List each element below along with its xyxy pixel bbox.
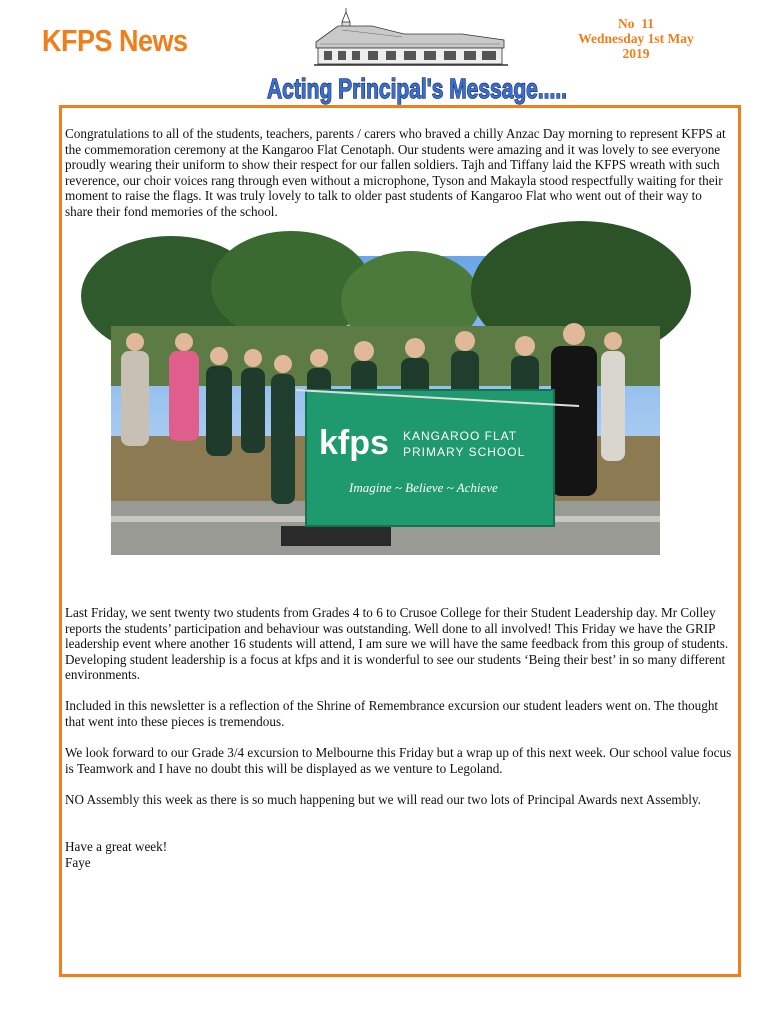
paragraph-anzac: Congratulations to all of the students, teachers, parents / carers who braved a chilly Anzac Day morning to represent KFPS at the commemoration ceremony at the Kangaroo Flat Cenotaph. Our students were amazing and it was lovely to see everyone proudly wearing their uniform to show their respect for our fallen soldiers. Tajh and Tiffany laid the KFPS wreath with such reverence, our choir voices rang through even without a microphone, Tyson and Makayla stood respectfully waiting for their moment to raise the flags. It was truly lovely to talk to older past students of Kangaroo Flat who went out of their way to share their fond memories of the school.	[65, 126, 726, 219]
issue-year: 2019	[622, 46, 650, 61]
issue-date: Wednesday 1st May	[578, 31, 694, 46]
signature: Faye	[65, 855, 91, 870]
banner-school-line1: KANGAROO FLAT	[403, 429, 518, 443]
masthead-title: KFPS News	[42, 24, 188, 58]
section-banner	[262, 70, 572, 106]
issue-info	[560, 16, 712, 61]
issue-number: No 11	[617, 16, 654, 31]
banner-school-line2: PRIMARY SCHOOL	[403, 445, 526, 459]
section-banner-text: Acting Principal's Message.....	[267, 73, 567, 104]
signoff: Have a great week!	[65, 839, 168, 854]
paragraph-excursion: We look forward to our Grade 3/4 excursion to Melbourne this Friday but a wrap up of this next week. Our school value focus is Teamwork and I have no doubt this will be displayed as we venture to Legoland.	[65, 745, 732, 776]
anzac-group-photo	[111, 256, 660, 555]
paragraph-leadership: Last Friday, we sent twenty two students from Grades 4 to 6 to Crusoe College for their Student Leadership day. Mr Colley reports the students’ participation and behaviour was outstanding. Well done to all involved! This Friday we have the GRIP leadership event where another 16 students will attend, I am sure we will have the same feedback from this group of students. Developing student leadership is a focus at kfps and it is wonderful to see our students ‘Being their best’ in so many different environments.	[65, 605, 729, 683]
paragraph-shrine: Included in this newsletter is a reflection of the Shrine of Remembrance excursion our student leaders went on. The thought that went into these pieces is tremendous.	[65, 698, 719, 729]
photo-illustration	[111, 256, 660, 555]
school-building-illustration	[312, 8, 510, 70]
banner-motto: Imagine ~ Believe ~ Achieve	[349, 480, 498, 495]
paragraph-assembly: NO Assembly this week as there is so much happening but we will read our two lots of Principal Awards next Assembly.	[65, 792, 701, 807]
banner-brand: kfps	[319, 424, 389, 462]
